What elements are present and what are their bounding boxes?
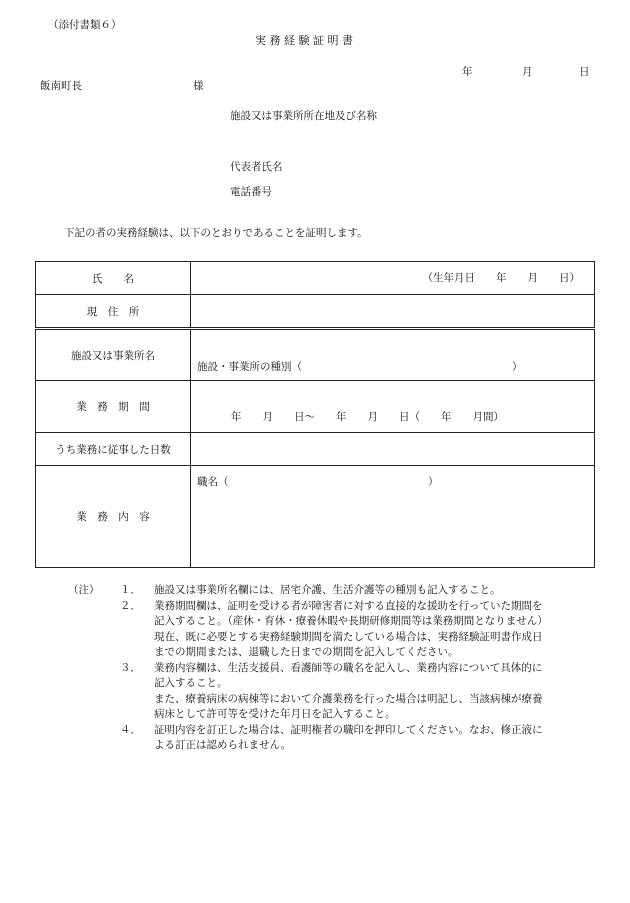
notes-tag: （注） — [68, 584, 100, 596]
intro-text: 下記の者の実務経験は、以下のとおりであることを証明します。 — [64, 227, 368, 239]
name-field[interactable] — [191, 262, 595, 295]
attachment-label: （添付書類６） — [48, 19, 122, 31]
period-text: 年 月 日〜 年 月 日（ 年 月間） — [231, 411, 504, 423]
note-number: ４． — [120, 723, 141, 736]
addressee-name: 飯南町長 — [40, 80, 82, 92]
table-row-name — [36, 262, 595, 295]
table-row-period — [36, 381, 595, 433]
document-title: 実 務 経 験 証 明 書 — [255, 34, 353, 47]
table-row-address — [36, 295, 595, 329]
note-text — [154, 599, 598, 661]
content-label: 業 務 内 容 — [36, 466, 191, 568]
addressee-honorific: 様 — [193, 80, 204, 92]
address-field[interactable] — [191, 295, 595, 329]
note-line: までの期間または、退職した日までの期間を記入してください。 — [154, 646, 459, 658]
table-row-facility — [36, 329, 595, 381]
note-text — [154, 723, 598, 754]
note-number: １． — [120, 584, 141, 596]
note-item-2 — [68, 599, 598, 661]
days-field[interactable] — [191, 433, 595, 466]
note-item-1 — [68, 583, 598, 599]
representative-label: 代表者氏名 — [230, 161, 283, 173]
facility-type-text: 施設・事業所の種別（ ） — [197, 361, 523, 373]
note-line: また、療養病床の病棟等において介護業務を行った場合は明記し、当該病棟が療養 — [154, 692, 543, 705]
birthdate-text: （生年月日 年 月 日） — [422, 272, 580, 284]
note-line: よる訂正は認められません。 — [154, 739, 292, 751]
note-line: 業務内容欄は、生活支援員、看護師等の職名を記入し、業務内容について具体的に — [154, 661, 543, 674]
phone-label: 電話番号 — [230, 186, 272, 198]
facility-name-label: 施設又は事業所名 — [36, 329, 191, 381]
note-line: 業務期間欄は、証明を受ける者が障害者に対する直接的な援助を行っていた期間を — [154, 599, 543, 612]
note-line: 施設又は事業所名欄には、居宅介護、生活介護等の種別も記入すること。 — [154, 584, 501, 596]
certificate-table — [35, 261, 595, 568]
address-label: 現 住 所 — [36, 295, 191, 329]
note-line: 記入すること。 — [154, 677, 228, 689]
days-label: うち業務に従事した日数 — [36, 433, 191, 466]
facility-name-field[interactable] — [191, 329, 595, 381]
note-text — [154, 583, 598, 599]
note-item-4 — [68, 723, 598, 754]
note-line: 病床として許可等を受けた年月日を記入すること。 — [154, 708, 396, 720]
note-number: ２． — [120, 599, 141, 612]
note-line: 現在、既に必要とする実務経験期間を満たしている場合は、実務経験証明書作成日 — [154, 630, 543, 643]
name-label: 氏 名 — [36, 262, 191, 295]
facility-address-label: 施設又は事業所所在地及び名称 — [230, 110, 377, 122]
note-text — [154, 661, 598, 723]
job-title-text: 職名（ ） — [197, 476, 439, 488]
period-field[interactable] — [191, 381, 595, 433]
table-row-content — [36, 466, 595, 568]
table-row-days — [36, 433, 595, 466]
date-day-label: 日 — [579, 66, 590, 78]
note-line: 記入すること。（産休・育休・療養休暇や長期研修期間等は業務期間となりません） — [154, 615, 548, 627]
note-item-3 — [68, 661, 598, 723]
content-field[interactable] — [191, 466, 595, 568]
notes-section — [68, 583, 598, 754]
date-year-label: 年 — [462, 66, 473, 78]
note-line: 証明内容を訂正した場合は、証明権者の職印を押印してください。なお、修正液に — [154, 723, 543, 736]
date-month-label: 月 — [522, 66, 533, 78]
note-number: ３． — [120, 661, 141, 674]
period-label: 業 務 期 間 — [36, 381, 191, 433]
